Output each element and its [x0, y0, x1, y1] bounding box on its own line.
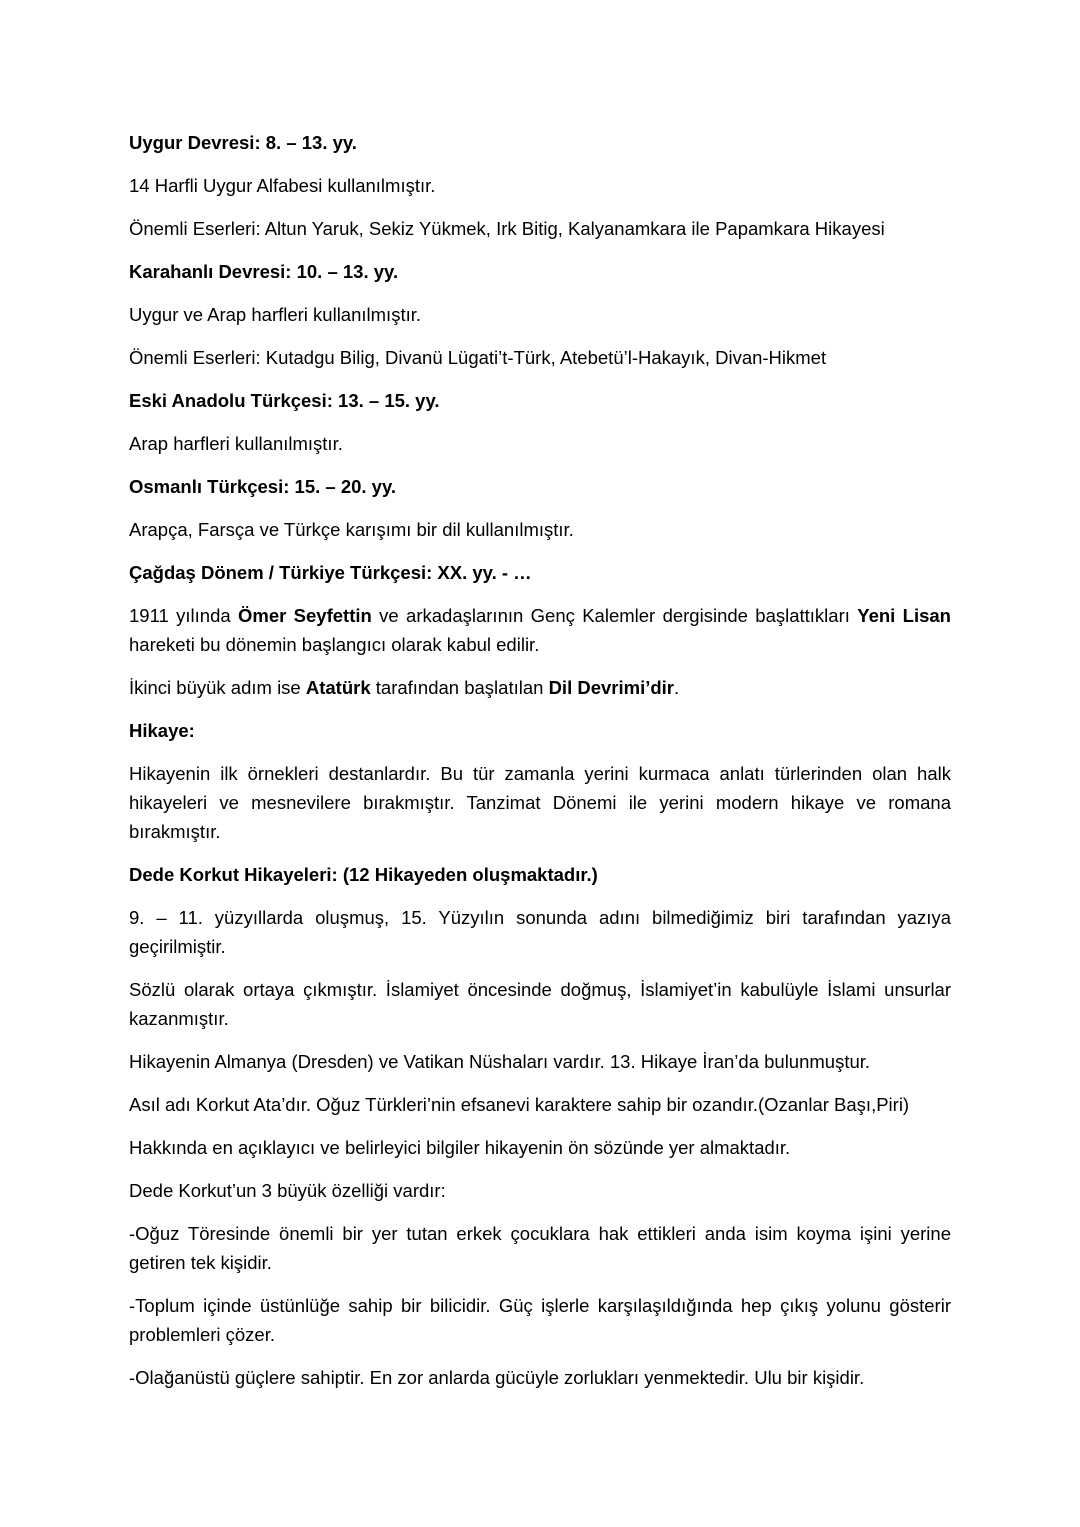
cagdas-p1-text-1: 1911 yılında: [129, 605, 238, 626]
cagdas-p2-text-1: İkinci büyük adım ise: [129, 677, 306, 698]
dede-korkut-paragraph-8: -Toplum içinde üstünlüğe sahip bir bilicidir. Güç işlerle karşılaşıldığında hep çıkış yolunu gösterir problemleri çözer.: [129, 1295, 951, 1345]
section-heading-uygur: Uygur Devresi: 8. – 13. yy.: [129, 132, 357, 153]
karahanli-alphabet-text: Uygur ve Arap harfleri kullanılmıştır.: [129, 304, 421, 325]
dede-korkut-paragraph-5: Hakkında en açıklayıcı ve belirleyici bilgiler hikayenin ön sözünde yer almaktadır.: [129, 1137, 791, 1158]
cagdas-p2-text-2: tarafından başlatılan: [370, 677, 549, 698]
cagdas-p2-bold-1: Atatürk: [305, 677, 371, 698]
hikaye-paragraph: Hikayenin ilk örnekleri destanlardır. Bu tür zamanla yerini kurmaca anlatı türlerinden olan halk hikayeleri ve mesnevilere bırakmıştır. Tanzimat Dönemi ile yerini modern hikaye ve romana bırakmıştır.: [129, 763, 951, 842]
cagdas-p2-text-3: .: [674, 677, 680, 698]
cagdas-p1-text-3: hareketi bu dönemin başlangıcı olarak kabul edilir.: [129, 634, 540, 655]
dede-korkut-paragraph-4: Asıl adı Korkut Ata’dır. Oğuz Türkleri’nin efsanevi karaktere sahip bir ozandır.(Ozanlar Başı,Piri): [129, 1094, 910, 1115]
cagdas-p1-bold-2: Yeni Lisan: [857, 605, 951, 626]
section-heading-hikaye: Hikaye:: [129, 720, 195, 741]
cagdas-p2-bold-2: Dil Devrimi’dir: [548, 677, 674, 698]
dede-korkut-paragraph-2: Sözlü olarak ortaya çıkmıştır. İslamiyet öncesinde doğmuş, İslamiyet’in kabulüyle İslami unsurlar kazanmıştır.: [129, 979, 951, 1029]
document-page: [129, 128, 951, 1392]
dede-korkut-paragraph-3: Hikayenin Almanya (Dresden) ve Vatikan Nüshaları vardır. 13. Hikaye İran’da bulunmuştur.: [129, 1051, 871, 1072]
cagdas-p1-bold-1: Ömer Seyfettin: [238, 605, 372, 626]
dede-korkut-paragraph-6: Dede Korkut’un 3 büyük özelliği vardır:: [129, 1180, 446, 1201]
section-heading-cagdas: Çağdaş Dönem / Türkiye Türkçesi: XX. yy. - …: [129, 562, 532, 583]
section-heading-karahanli: Karahanlı Devresi: 10. – 13. yy.: [129, 261, 399, 282]
uygur-alphabet-text: 14 Harfli Uygur Alfabesi kullanılmıştır.: [129, 175, 436, 196]
section-heading-eski-anadolu: Eski Anadolu Türkçesi: 13. – 15. yy.: [129, 390, 440, 411]
karahanli-works-text: Önemli Eserleri: Kutadgu Bilig, Divanü Lügati’t-Türk, Atebetü’l-Hakayık, Divan-Hikmet: [129, 347, 827, 368]
eski-anadolu-alphabet-text: Arap harfleri kullanılmıştır.: [129, 433, 343, 454]
section-heading-osmanli: Osmanlı Türkçesi: 15. – 20. yy.: [129, 476, 397, 497]
section-heading-dede-korkut: Dede Korkut Hikayeleri: (12 Hikayeden oluşmaktadır.): [129, 864, 598, 885]
dede-korkut-paragraph-9: -Olağanüstü güçlere sahiptir. En zor anlarda gücüyle zorlukları yenmektedir. Ulu bir kişidir.: [129, 1367, 865, 1388]
cagdas-paragraph-2: [129, 673, 951, 702]
cagdas-p1-text-2: ve arkadaşlarının Genç Kalemler dergisinde başlattıkları: [371, 605, 858, 626]
dede-korkut-paragraph-7: -Oğuz Töresinde önemli bir yer tutan erkek çocuklara hak ettikleri anda isim koyma işini yerine getiren tek kişidir.: [129, 1223, 951, 1273]
uygur-works-text: Önemli Eserleri: Altun Yaruk, Sekiz Yükmek, Irk Bitig, Kalyanamkara ile Papamkara Hikayesi: [129, 218, 885, 239]
dede-korkut-paragraph-1: 9. – 11. yüzyıllarda oluşmuş, 15. Yüzyılın sonunda adını bilmediğimiz biri tarafından yazıya geçirilmiştir.: [129, 907, 951, 957]
osmanli-alphabet-text: Arapça, Farsça ve Türkçe karışımı bir dil kullanılmıştır.: [129, 519, 574, 540]
cagdas-paragraph-1: [129, 601, 951, 659]
